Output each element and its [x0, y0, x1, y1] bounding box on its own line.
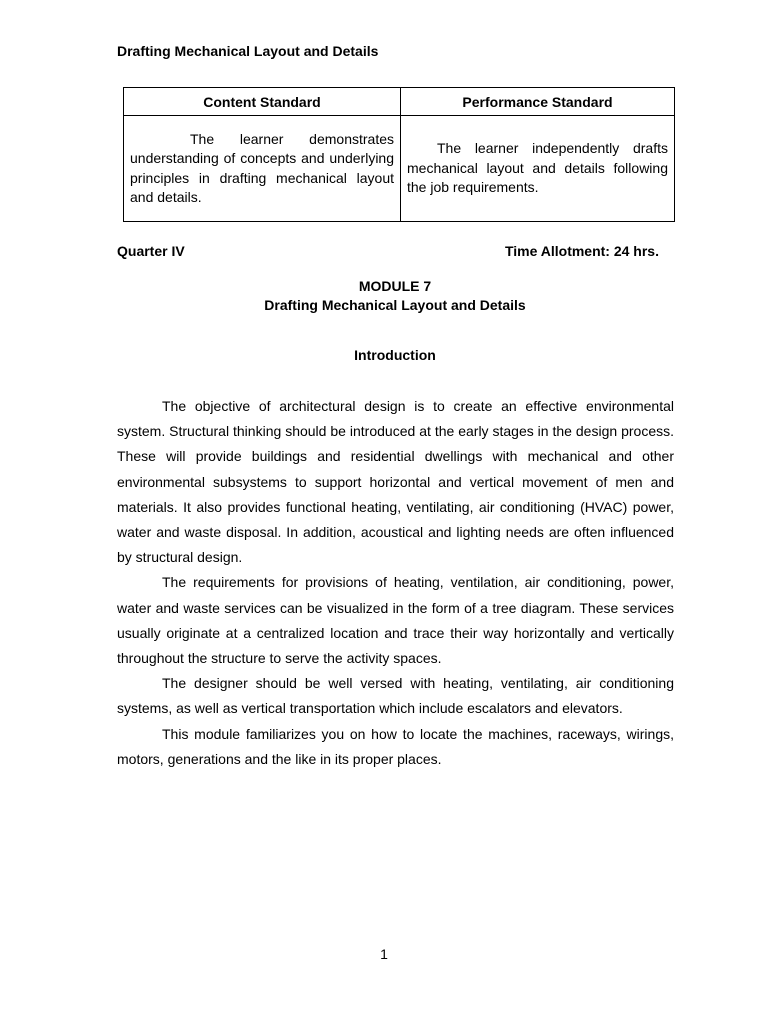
module-title: Drafting Mechanical Layout and Details	[264, 297, 526, 313]
content-standard-header: Content Standard	[124, 88, 401, 116]
content-standard-text: The learner demonstrates understanding of concepts and underlying principles in drafting mechanical layout and details.	[130, 130, 394, 205]
module-number: MODULE 7	[358, 278, 432, 294]
quarter-label: Quarter IV	[117, 243, 185, 259]
performance-standard-header: Performance Standard	[401, 88, 675, 116]
performance-standard-cell	[401, 116, 675, 222]
section-heading: Introduction	[354, 347, 436, 363]
body-text	[117, 394, 674, 772]
paragraph: The designer should be well versed with heating, ventilating, air conditioning systems, as well as vertical transportation which include escalators and elevators.	[117, 675, 674, 717]
page-number: 1	[380, 946, 388, 962]
standards-table-body-row	[124, 116, 675, 222]
standards-table-header-row	[124, 88, 675, 116]
paragraph: The objective of architectural design is to create an effective environmental system. Structural thinking should be introduced at the early stages in the design process. These will provide buildings and residential dwellings with mechanical and other environmental subsystems to support horizontal and vertical movement of men and materials. It also provides functional heating, ventilating, air conditioning (HVAC) power, water and waste disposal. In addition, acoustical and lighting needs are often influenced by structural design.	[117, 398, 674, 566]
document-header-title: Drafting Mechanical Layout and Details	[117, 43, 379, 59]
time-allotment: Time Allotment: 24 hrs.	[504, 243, 659, 259]
content-standard-cell	[124, 116, 401, 222]
paragraph: This module familiarizes you on how to locate the machines, raceways, wirings, motors, generations and the like in its proper places.	[117, 725, 674, 767]
performance-standard-text: The learner independently drafts mechanical layout and details following the job requirements.	[407, 140, 668, 196]
paragraph: The requirements for provisions of heating, ventilation, air conditioning, power, water and waste services can be visualized in the form of a tree diagram. These services usually originate at a centralized location and trace their way horizontally and vertically throughout the structure to serve the activity spaces.	[117, 574, 674, 667]
standards-table	[123, 87, 675, 222]
